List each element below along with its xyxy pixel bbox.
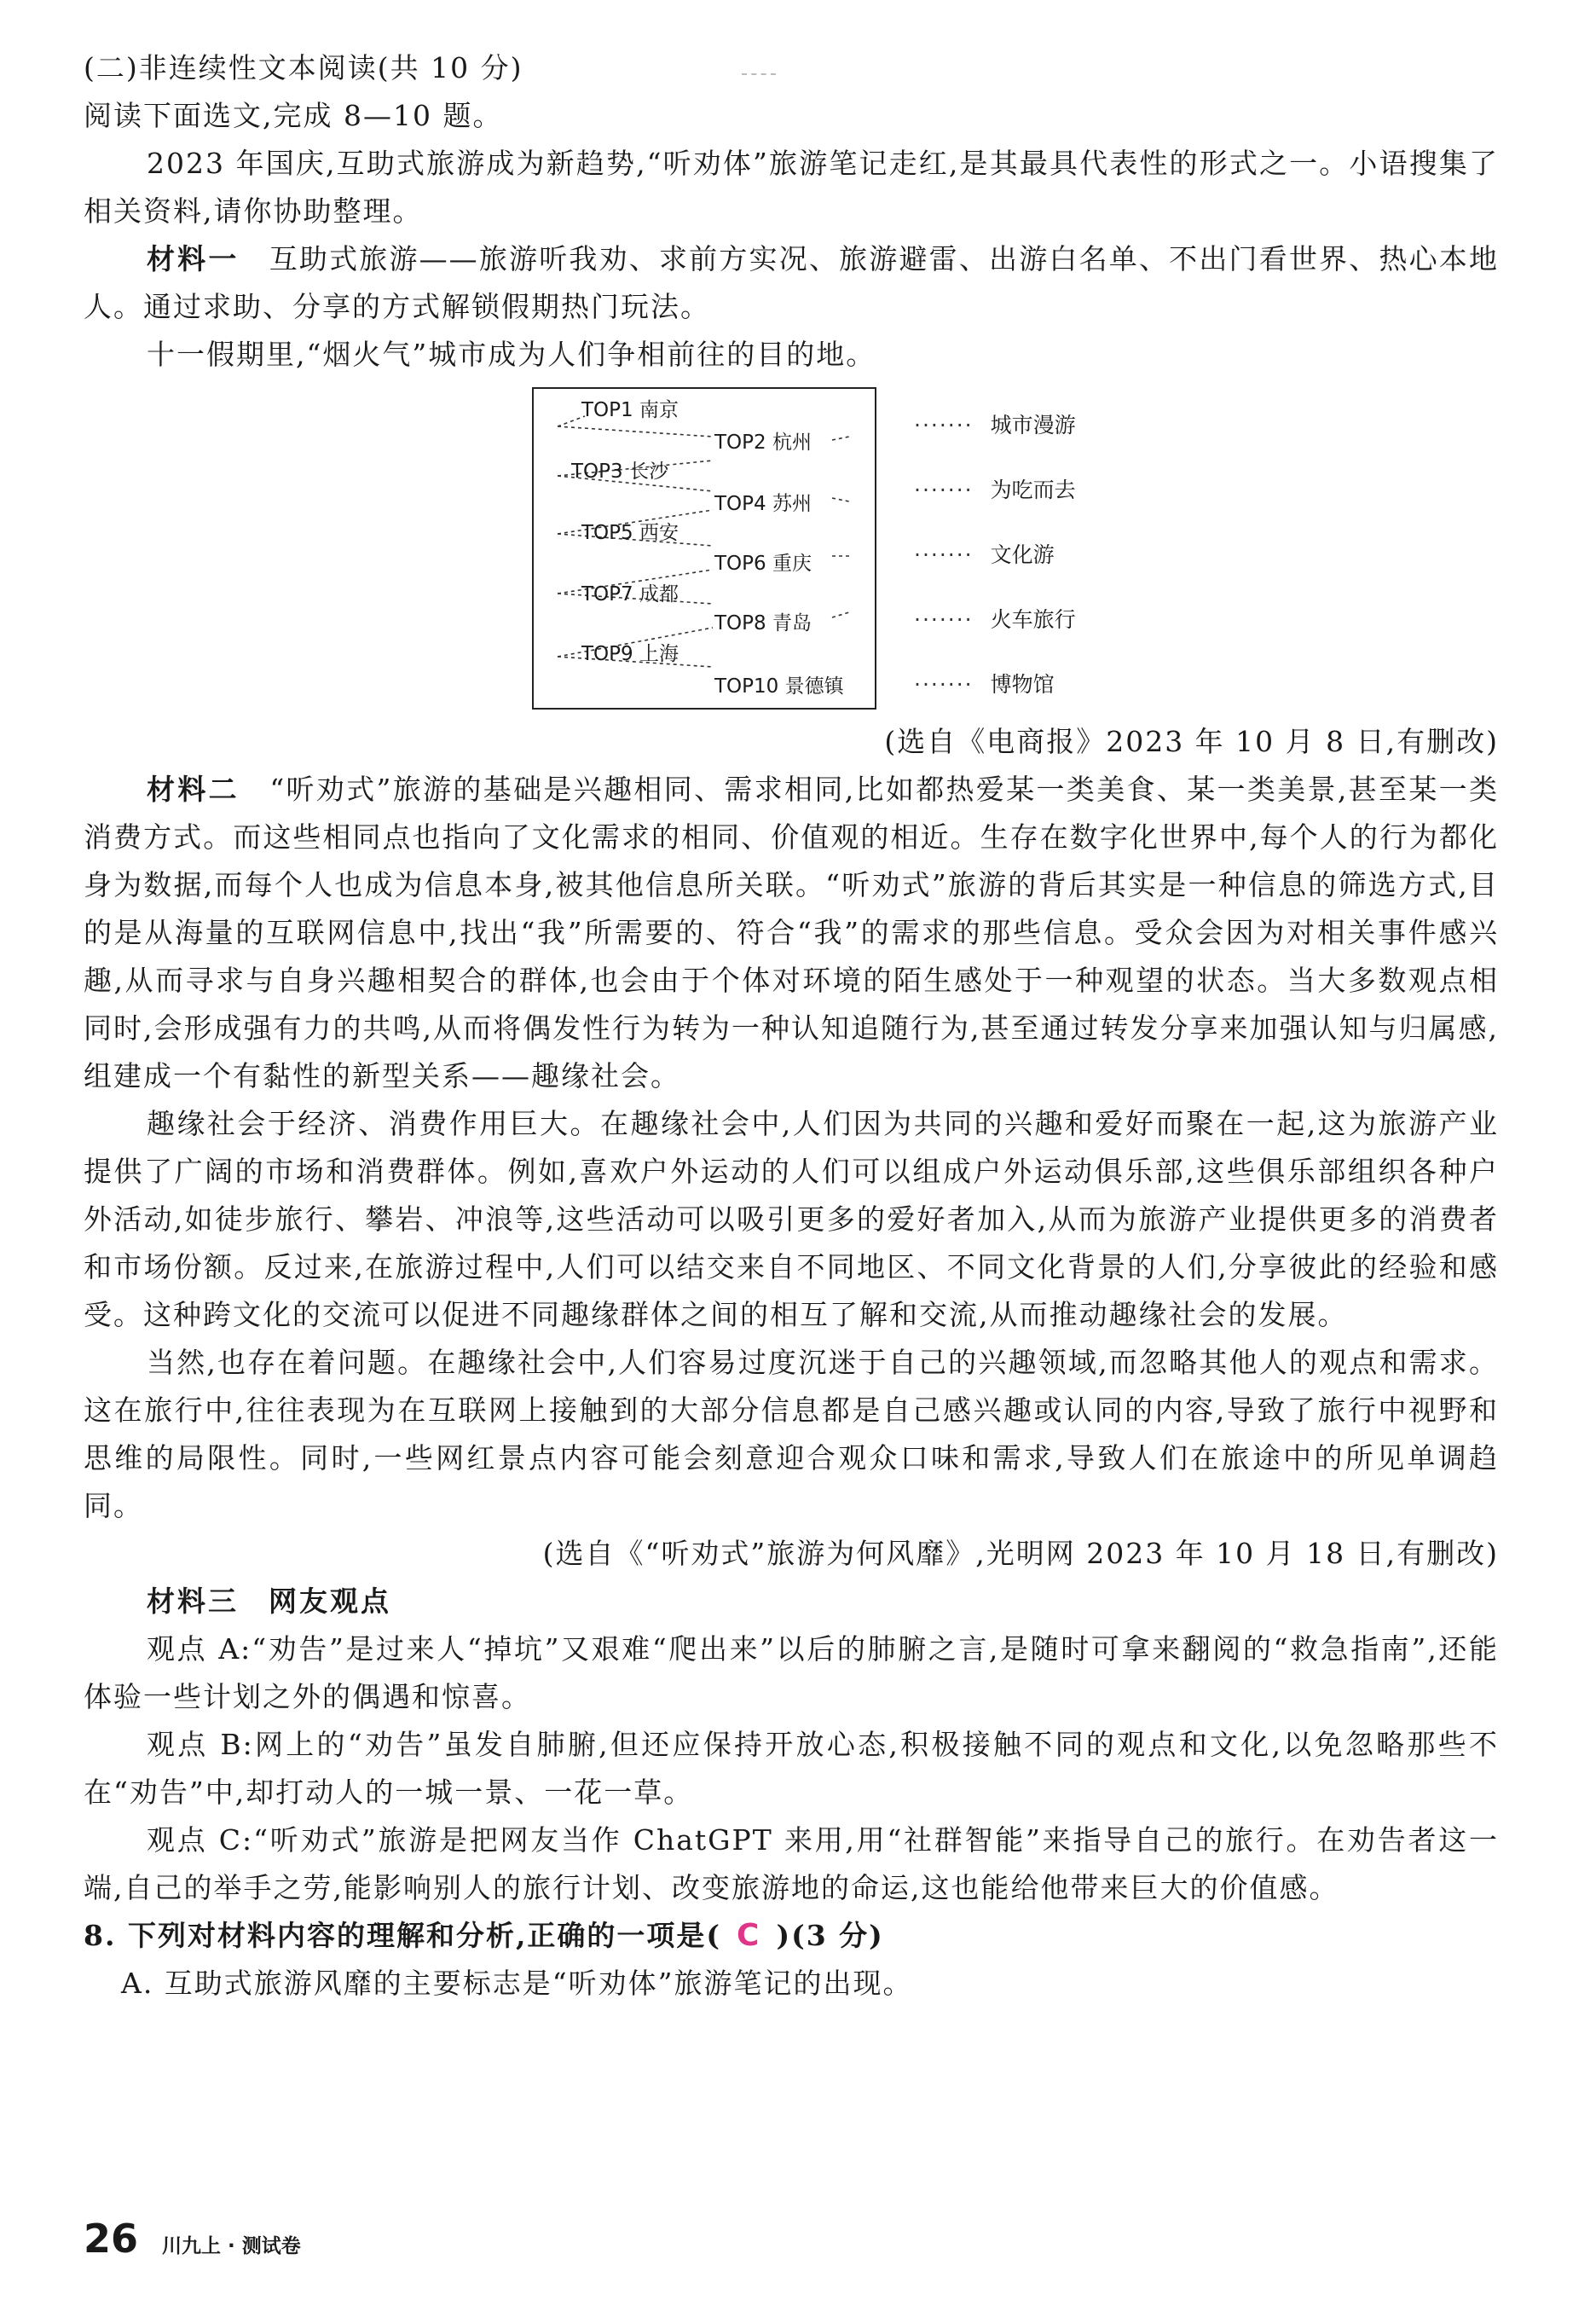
travel-tag: ······· 火车旅行 xyxy=(914,607,1076,632)
ranking-item: TOP1 南京 xyxy=(581,399,679,421)
ranking-item: TOP8 青岛 xyxy=(714,612,812,634)
page-content xyxy=(84,44,1499,2008)
ranking-item: TOP3 长沙 xyxy=(571,461,668,483)
material-one-label: 材料一 xyxy=(147,242,240,275)
opinion-a: 观点 A:“劝告”是过来人“掉坑”又艰难“爬出来”以后的肺腑之言,是随时可拿来翻阅的“救急指南”,还能体验一些计划之外的偶遇和惊喜。 xyxy=(84,1632,1499,1713)
page-number: 26 xyxy=(84,2216,139,2262)
handwritten-answer: C xyxy=(737,1918,761,1953)
ranking-item: TOP9 上海 xyxy=(581,643,679,665)
ranking-item: TOP2 杭州 xyxy=(714,432,812,454)
ranking-item: TOP4 苏州 xyxy=(714,493,812,515)
material-two-paragraph-1: 材料二 “听劝式”旅游的基础是兴趣相同、需求相同,比如都热爱某一类美食、某一类美景,甚至某一类消费方式。而这些相同点也指向了文化需求的相同、价值观的相近。生存在数字化世界中,每个人的行为都化身为数据,而每个人也成为信息本身,被其他信息所关联。“听劝式”旅游的背后其实是一种信息的筛选方式,目的是从海量的互联网信息中,找出“我”所需要的、符合“我”的需求的那些信息。受众会因为对相关事件感兴趣,从而寻求与自身兴趣相契合的群体,也会由于个体对环境的陌生感处于一种观望的状态。当大多数观点相同时,会形成强有力的共鸣,从而将偶发性行为转为一种认知追随行为,甚至通过转发分享来加强认知与归属感,组建成一个有黏性的新型关系——趣缘社会。 xyxy=(84,773,1500,1092)
ranking-item: TOP10 景德镇 xyxy=(714,675,844,698)
material-three-label: 材料三 xyxy=(147,1585,239,1618)
material-two-label: 材料二 xyxy=(147,773,240,806)
ranking-item: TOP5 西安 xyxy=(581,522,679,544)
travel-tag: ······· 博物馆 xyxy=(914,672,1055,697)
ranking-item: TOP6 重庆 xyxy=(714,553,812,575)
material-one-paragraph xyxy=(84,235,1499,331)
question-8: 8. 下列对材料内容的理解和分析,正确的一项是( C )(3 分) xyxy=(84,1918,884,1953)
material-one-text2: 十一假期里,“烟火气”城市成为人们争相前往的目的地。 xyxy=(147,338,876,371)
material-three-heading xyxy=(84,1578,1499,1625)
material-one-text: 互助式旅游——旅游听我劝、求前方实况、旅游避雷、出游白名单、不出门看世界、热心本地人。通过求助、分享的方式解锁假期热门玩法。 xyxy=(84,242,1500,323)
ranking-item: TOP7 成都 xyxy=(581,583,679,605)
instruction: 阅读下面选文,完成 8—10 题。 xyxy=(84,99,503,132)
travel-tag: ······· 城市漫游 xyxy=(914,413,1076,437)
opinion-b: 观点 B:网上的“劝告”虽发自肺腑,但还应保持开放心态,积极接触不同的观点和文化,以免忽略那些不在“劝告”中,却打动人的一城一景、一花一草。 xyxy=(84,1728,1499,1809)
section-title: (二)非连续性文本阅读(共 10 分) xyxy=(84,51,523,84)
ranking-box xyxy=(532,387,876,710)
material-one-source: (选自《电商报》2023 年 10 月 8 日,有删改) xyxy=(884,725,1499,758)
material-two-paragraph-3: 当然,也存在着问题。在趣缘社会中,人们容易过度沉迷于自己的兴趣领域,而忽略其他人的观点和需求。这在旅行中,往往表现为在互联网上接触到的大部分信息都是自己感兴趣或认同的内容,导致了旅行中视野和思维的局限性。同时,一些网红景点内容可能会刻意迎合观众口味和需求,导致人们在旅途中的所见单调趋同。 xyxy=(84,1346,1499,1522)
question-8-option-a: A. 互助式旅游风靡的主要标志是“听劝体”旅游笔记的出现。 xyxy=(121,1967,913,2000)
city-ranking-figure xyxy=(532,387,1499,710)
material-two-source: (选自《“听劝式”旅游为何风靡》,光明网 2023 年 10 月 18 日,有删改) xyxy=(542,1537,1499,1570)
page-footer xyxy=(84,2216,301,2262)
material-three-title: 网友观点 xyxy=(269,1585,391,1618)
book-tag: 川九上 · 测试卷 xyxy=(162,2235,301,2257)
opinion-c: 观点 C:“听劝式”旅游是把网友当作 ChatGPT 来用,用“社群智能”来指导自己的旅行。在劝告者这一端,自己的举手之劳,能影响别人的旅行计划、改变旅游地的命运,这也能给他带来巨大的价值感。 xyxy=(84,1823,1499,1904)
travel-tag: ······· 为吃而去 xyxy=(914,478,1076,502)
material-two-paragraph-2: 趣缘社会于经济、消费作用巨大。在趣缘社会中,人们因为共同的兴趣和爱好而聚在一起,这为旅游产业提供了广阔的市场和消费群体。例如,喜欢户外运动的人们可以组成户外运动俱乐部,这些俱乐部组织各种户外活动,如徒步旅行、攀岩、冲浪等,这些活动可以吸引更多的爱好者加入,从而为旅游产业提供更多的消费者和市场份额。反过来,在旅游过程中,人们可以结交来自不同地区、不同文化背景的人们,分享彼此的经验和感受。这种跨文化的交流可以促进不同趣缘群体之间的相互了解和交流,从而推动趣缘社会的发展。 xyxy=(84,1107,1499,1331)
travel-tag-list xyxy=(914,398,1076,698)
travel-tag: ······· 文化游 xyxy=(914,542,1055,567)
intro-paragraph: 2023 年国庆,互助式旅游成为新趋势,“听劝体”旅游笔记走红,是其最具代表性的形式之一。小语搜集了相关资料,请你协助整理。 xyxy=(84,147,1499,228)
